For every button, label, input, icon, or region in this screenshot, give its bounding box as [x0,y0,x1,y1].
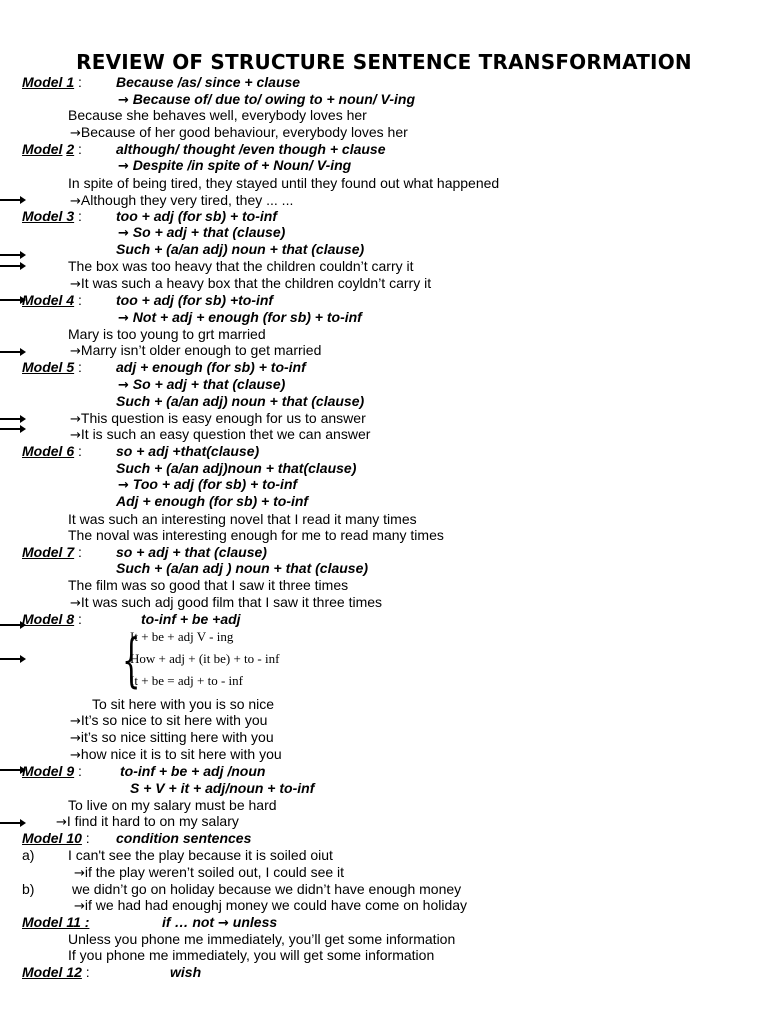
model-6-label: Model 6 : [22,443,82,459]
arrow-icon: → [70,596,81,611]
model-10-example-b2: →if we had had enoughj money we could have come on holiday [74,897,468,914]
arrow-icon: → [118,311,129,326]
model-11-rule-1: if … not → unless [162,914,278,931]
model-11-example-2: If you phone me immediately, you will get some information [68,947,435,963]
model-1-rule-1: Because /as/ since + clause [116,74,301,90]
model-7-rule-2: Such + (a/an adj ) noun + that (clause) [116,560,369,576]
model-3-example-1: The box was too heavy that the children couldn’t carry it [68,258,414,274]
model-3-example-2: →It was such a heavy box that the children coyldn’t carry it [70,275,432,292]
model-4-example-1: Mary is too young to grt married [68,326,266,342]
model-2-rule-2: → Despite /in spite of + Noun/ V-ing [118,157,352,174]
arrow-icon: → [70,748,81,763]
model-11-example-1: Unless you phone me immediately, you’ll get some information [68,931,456,947]
arrow-icon: → [118,159,129,174]
arrow-icon: → [70,344,81,359]
model-8-example-1: To sit here with you is so nice [92,696,275,712]
margin-arrow-marker [0,769,22,771]
arrow-icon: → [74,866,85,881]
model-6-rule-3: → Too + adj (for sb) + to-inf [118,476,298,493]
brace-icon: { [122,626,141,694]
formula-line-1: It + be + adj V - ing [130,629,234,644]
model-6-example-2: The noval was interesting enough for me to read many times [68,527,444,543]
model-11-label: Model 11 : [22,914,90,930]
model-1-rule-2: → Because of/ due to/ owing to + noun/ V-ing [118,91,415,108]
arrow-icon: → [70,194,81,209]
model-7-rule-1: so + adj + that (clause) [116,544,267,560]
model-8-example-4: →how nice it is to sit here with you [70,746,282,763]
margin-arrow-marker [0,254,22,256]
model-10-marker-a: a) [22,847,35,863]
model-8-formula [122,627,312,693]
model-1-example-2: →Because of her good behaviour, everybody loves her [70,124,408,141]
model-10-example-b1: we didn’t go on holiday because we didn’t have enough money [72,881,462,897]
model-5-rule-2: → So + adj + that (clause) [118,376,286,393]
arrow-icon: → [118,93,129,108]
model-4-rule-2: → Not + adj + enough (for sb) + to-inf [118,309,362,326]
margin-arrow-marker [0,265,22,267]
arrow-icon: → [70,714,81,729]
model-6-example-1: It was such an interesting novel that I read it many times [68,511,417,527]
model-4-rule-1: too + adj (for sb) +to-inf [116,292,274,308]
model-5-example-2: →It is such an easy question thet we can answer [70,426,371,443]
model-2-rule-1: although/ thought /even though + clause [116,141,386,157]
model-8-example-3: →it’s so nice sitting here with you [70,729,274,746]
arrow-icon: → [56,815,67,830]
model-3-rule-2: → So + adj + that (clause) [118,224,286,241]
model-6-rule-2: Such + (a/an adj)noun + that(clause) [116,460,357,476]
arrow-icon: → [74,899,85,914]
model-7-example-1: The film was so good that I saw it three times [68,577,349,593]
model-3-rule-1: too + adj (for sb) + to-inf [116,208,277,224]
margin-arrow-marker [0,299,22,301]
model-5-example-1: →This question is easy enough for us to answer [70,410,366,427]
margin-arrow-marker [0,822,22,824]
model-7-example-2: →It was such adj good film that I saw it three times [70,594,383,611]
arrow-icon: → [70,428,81,443]
margin-arrow-marker [0,351,22,353]
model-10-example-a1: I can't see the play because it is soiled oiut [68,847,333,863]
model-3-label: Model 3 : [22,208,82,224]
model-2-label: Model 2 : [22,141,82,157]
model-9-example-1: To live on my salary must be hard [68,797,277,813]
model-1-label: Model 1 : [22,74,82,90]
model-8-label: Model 8 : [22,611,82,627]
model-12-label: Model 12 : [22,964,90,980]
model-8-rule-1: to-inf + be +adj [141,611,241,627]
arrow-icon: → [70,412,81,427]
margin-arrow-marker [0,199,22,201]
model-2-example-2: →Although they very tired, they ... ... [70,192,294,209]
model-4-label: Model 4 : [22,292,82,308]
model-1-example-1: Because she behaves well, everybody loves her [68,107,367,123]
margin-arrow-marker [0,658,22,660]
margin-arrow-marker [0,624,22,626]
margin-arrow-marker [0,428,22,430]
arrow-icon: → [118,478,129,493]
margin-arrow-marker [0,418,22,420]
page-title: REVIEW OF STRUCTURE SENTENCE TRANSFORMATION [76,50,692,74]
model-9-example-2: →I find it hard to on my salary [56,813,239,830]
model-6-rule-4: Adj + enough (for sb) + to-inf [116,493,309,509]
model-3-rule-3: Such + (a/an adj) noun + that (clause) [116,241,365,257]
arrow-icon: → [118,378,129,393]
model-9-rule-1: to-inf + be + adj /noun [120,763,266,779]
model-6-rule-1: so + adj +that(clause) [116,443,260,459]
arrow-icon: → [118,226,129,241]
model-10-label: Model 10 : [22,830,90,846]
model-5-rule-3: Such + (a/an adj) noun + that (clause) [116,393,365,409]
arrow-icon: → [218,916,229,931]
model-2-example-1: In spite of being tired, they stayed until they found out what happened [68,175,500,191]
arrow-icon: → [70,277,81,292]
model-10-marker-b: b) [22,881,35,897]
model-7-label: Model 7 : [22,544,82,560]
arrow-icon: → [70,126,81,141]
model-5-rule-1: adj + enough (for sb) + to-inf [116,359,306,375]
model-10-example-a2: →if the play weren’t soiled out, I could see it [74,864,345,881]
model-9-rule-2: S + V + it + adj/noun + to-inf [130,780,315,796]
model-9-label: Model 9 : [22,763,82,779]
arrow-icon: → [70,731,81,746]
formula-line-2: How + adj + (it be) + to - inf [130,651,280,666]
model-4-example-2: →Marry isn’t older enough to get married [70,342,322,359]
model-8-example-2: →It’s so nice to sit here with you [70,712,268,729]
model-10-rule-1: condition sentences [116,830,252,846]
formula-line-3: It + be = adj + to - inf [130,673,243,688]
model-12-rule-1: wish [170,964,202,980]
model-5-label: Model 5 : [22,359,82,375]
